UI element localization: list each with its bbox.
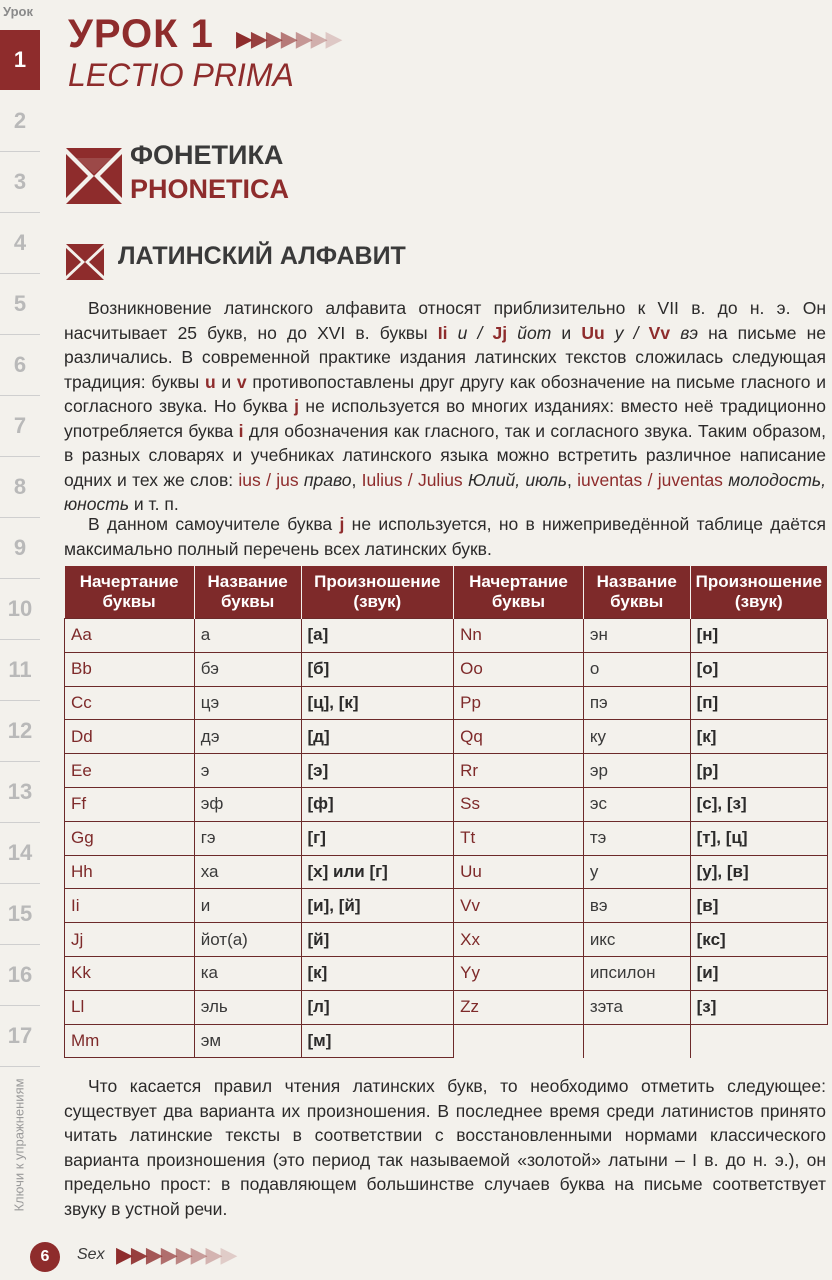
table-cell-name: э [194,754,301,788]
letter-j: j [339,514,345,534]
p2-text: не используется, но в нижеприведённой таблице даётся максимально полный перечень всех латинских букв. [64,514,826,559]
alphabet-section-icon [66,244,104,280]
table-row [65,1024,828,1058]
table-cell-name: ха [194,855,301,889]
table-header-cell: Название буквы [194,566,301,619]
table-cell-letter: Ii [65,889,195,923]
example-word: ius / jus [238,469,299,490]
lesson-title: УРОК 1 [68,12,214,56]
table-cell-sound: [кс] [690,923,827,957]
table-cell-sound: [з] [690,990,827,1024]
table-cell-letter: Jj [65,923,195,957]
section-title-ru: ФОНЕТИКА [130,140,284,170]
table-header-row [65,566,828,619]
table-cell-name: ка [194,956,301,990]
subsection-title: ЛАТИНСКИЙ АЛФАВИТ [118,242,406,270]
table-cell-sound: [й] [301,923,454,957]
table-row [65,956,828,990]
page-footer [20,1242,820,1272]
table-cell-sound: [ц], [к] [301,686,454,720]
letter-ii: Ii [437,322,448,343]
table-cell-name: вэ [583,889,690,923]
example-translation: молодость, юность [64,469,826,514]
table-cell-name: эс [583,787,690,821]
table-cell-letter: Xx [454,923,584,957]
table-row [65,652,828,686]
table-cell-name: гэ [194,821,301,855]
table-cell-name: о [583,652,690,686]
lesson-sidebar [0,0,40,1280]
lesson-subtitle: LECTIO PRIMA [68,57,294,93]
table-cell-name: а [194,619,301,653]
table-cell-sound: [и] [690,956,827,990]
table-cell-letter: Bb [65,652,195,686]
sidebar-lesson-7[interactable]: 7 [0,396,40,457]
table-cell-sound: [к] [690,720,827,754]
table-row [65,787,828,821]
table-cell-sound: [и], [й] [301,889,454,923]
letter-vv: Vv [648,322,671,343]
table-row [65,619,828,653]
table-row [65,686,828,720]
table-cell-name: ку [583,720,690,754]
table-cell-sound: [д] [301,720,454,754]
table-row [65,855,828,889]
table-cell-name: у [583,855,690,889]
table-cell-letter: Rr [454,754,584,788]
table-cell-letter: Uu [454,855,584,889]
sidebar-lesson-5[interactable]: 5 [0,274,40,335]
p1-text: и / [447,322,493,343]
table-cell-sound: [у], [в] [690,855,827,889]
section-title-la: PHONETICA [130,174,290,204]
table-cell-sound: [а] [301,619,454,653]
table-cell-name [583,1024,690,1058]
p1-text: для обозначения как гласного, так и согласного звука. Таким образом, в разных словарях и учебниках латинского языка можно встретить различное написание одних и тех же слов: [64,420,826,490]
table-row [65,754,828,788]
table-cell-letter: Pp [454,686,584,720]
table-cell-sound: [л] [301,990,454,1024]
table-cell-sound: [р] [690,754,827,788]
table-cell-sound: [ф] [301,787,454,821]
sidebar-lesson-15[interactable]: 15 [0,884,40,945]
table-header-cell: Произношение (звук) [690,566,827,619]
sidebar-lesson-9[interactable]: 9 [0,518,40,579]
table-cell-letter: Ll [65,990,195,1024]
sidebar-lesson-1[interactable]: 1 [0,30,40,90]
table-cell-name: эф [194,787,301,821]
table-cell-sound [690,1024,827,1058]
table-cell-name: дэ [194,720,301,754]
sidebar-lesson-16[interactable]: 16 [0,945,40,1006]
table-cell-letter: Dd [65,720,195,754]
table-cell-name: тэ [583,821,690,855]
table-cell-letter: Nn [454,619,584,653]
table-cell-letter: Zz [454,990,584,1024]
table-row [65,821,828,855]
letter-jj: Jj [492,322,508,343]
table-row [65,990,828,1024]
table-cell-sound: [н] [690,619,827,653]
p2-text: В данном самоучителе буква [88,514,340,534]
sidebar-lesson-2[interactable]: 2 [0,91,40,152]
table-cell-letter: Cc [65,686,195,720]
p1-text: , [566,469,578,490]
letter-uu: Uu [581,322,605,343]
footer-arrows-decoration: ▶▶▶▶▶▶▶▶ [116,1242,236,1267]
p1-text: не используется во многих изданиях: вместо неё традиционно употребляется буква [64,396,826,441]
p1-text: Возникновение латинского алфавита относят приблизительно к VII в. до н. э. Он насчитывает 25 букв, но до XVI в. буквы [64,298,826,343]
table-cell-letter [454,1024,584,1058]
table-cell-letter: Yy [454,956,584,990]
p1-text: и т. п. [129,494,179,514]
intro-paragraph [64,296,826,517]
table-row [65,923,828,957]
p1-text: и [215,371,237,392]
table-cell-letter: Oo [454,652,584,686]
note-paragraph [64,512,826,561]
sidebar-lesson-13[interactable]: 13 [0,762,40,823]
sidebar-lesson-4[interactable]: 4 [0,213,40,274]
letter-j: j [294,396,299,416]
sidebar-lesson-3[interactable]: 3 [0,152,40,213]
letter-i: i [238,420,244,441]
example-word: iuventas / juventas [577,469,723,490]
alphabet-table [64,566,828,1058]
sidebar-lesson-12[interactable]: 12 [0,701,40,762]
example-word: Iulius / Julius [361,469,463,490]
phonetics-section-icon [66,148,122,204]
table-cell-letter: Qq [454,720,584,754]
sidebar-lesson-11[interactable]: 11 [0,640,40,701]
p1-text: противопоставлены друг другу как обозначение на письме гласного и согласного звука. Но буква [64,371,827,416]
table-cell-letter: Mm [65,1024,195,1058]
table-cell-letter: Ff [65,787,195,821]
page-number: 6 [30,1242,60,1272]
sidebar-lesson-6[interactable]: 6 [0,335,40,396]
table-cell-letter: Aa [65,619,195,653]
letter-v: v [236,371,247,392]
table-cell-letter: Ss [454,787,584,821]
table-cell-sound: [э] [301,754,454,788]
table-cell-name: цэ [194,686,301,720]
sidebar-lesson-8[interactable]: 8 [0,457,40,518]
table-cell-letter: Gg [65,821,195,855]
table-cell-name: эль [194,990,301,1024]
table-body [65,619,828,1058]
table-cell-name: и [194,889,301,923]
table-cell-sound: [т], [ц] [690,821,827,855]
letter-u: u [204,371,216,392]
table-cell-name: эм [194,1024,301,1058]
sidebar-label: Урок [3,4,33,19]
p1-text: у / [604,322,649,343]
table-cell-name: зэта [583,990,690,1024]
page-number-latin: Sex [77,1246,105,1263]
sidebar-lesson-17[interactable]: 17 [0,1006,40,1067]
table-cell-name: эр [583,754,690,788]
table-cell-letter: Vv [454,889,584,923]
p1-text: , [351,469,362,490]
table-cell-letter: Kk [65,956,195,990]
table-header-cell: Начертание буквы [65,566,195,619]
table-header-cell: Произношение (звук) [301,566,454,619]
table-cell-letter: Hh [65,855,195,889]
table-cell-sound: [в] [690,889,827,923]
table-cell-sound: [м] [301,1024,454,1058]
sidebar-lesson-10[interactable]: 10 [0,579,40,640]
table-cell-name: бэ [194,652,301,686]
table-cell-name: эн [583,619,690,653]
example-translation: право [298,469,352,490]
table-header-cell: Название буквы [583,566,690,619]
table-cell-sound: [с], [з] [690,787,827,821]
table-row [65,889,828,923]
sidebar-lesson-14[interactable]: 14 [0,823,40,884]
p1-text: йот [507,322,552,343]
table-cell-sound: [х] или [г] [301,855,454,889]
table-cell-name: икс [583,923,690,957]
pronunciation-paragraph: Что касается правил чтения латинских букв, то необходимо отметить следующее: существует два варианта их произношения. В последнее время среди латинистов принято читать латинские тексты в соответствии с восстановленными нормами классического варианта произношения (это период так называемой «золотой» латыни – I в. до н. э.), он предельно прост: в подавляющем большинстве случаев буква на письме соответствует звуку в устной речи. [64,1076,826,1219]
table-cell-name: ипсилон [583,956,690,990]
table-cell-sound: [г] [301,821,454,855]
table-cell-sound: [б] [301,652,454,686]
example-translation: Юлий, июль [462,469,567,490]
table-row [65,720,828,754]
p1-text: вэ [670,322,698,343]
sidebar-keys-tab[interactable] [2,1070,38,1220]
sidebar-keys-label: Ключи к упражнениям [12,1078,27,1212]
table-cell-sound: [о] [690,652,827,686]
table-cell-name: йот(а) [194,923,301,957]
table-cell-sound: [к] [301,956,454,990]
table-cell-sound: [п] [690,686,827,720]
table-header-cell: Начертание буквы [454,566,584,619]
table-cell-name: пэ [583,686,690,720]
lesson-arrows-decoration: ▶▶▶▶▶▶▶ [236,26,341,51]
p1-text: на письме не различались. В современной практике издания латинских текстов сложилась следующая традиция: буквы [64,322,827,392]
table-cell-letter: Ee [65,754,195,788]
p1-text: и [551,322,582,343]
table-cell-letter: Tt [454,821,584,855]
